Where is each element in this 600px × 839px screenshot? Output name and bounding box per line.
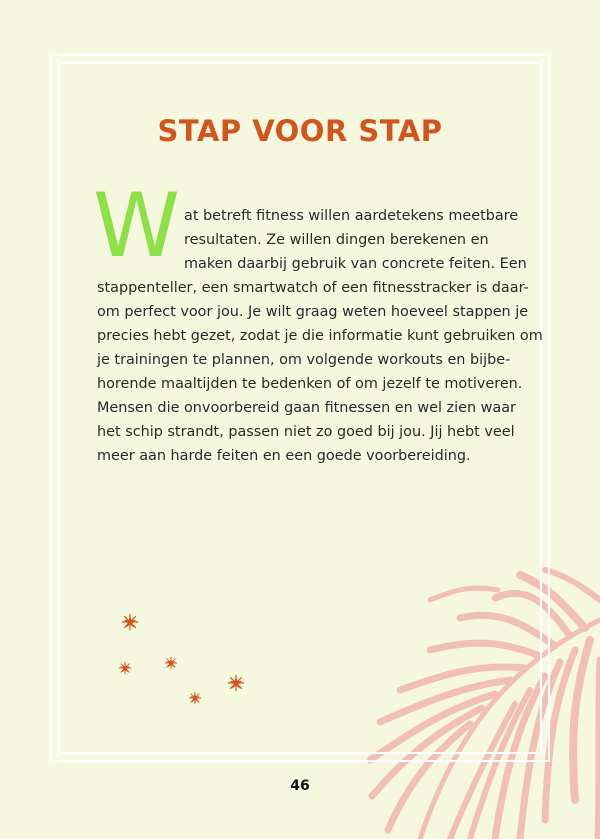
- star-burst-icon: [122, 614, 137, 629]
- text-line: meer aan harde feiten en een goede voorbereiding.: [97, 448, 471, 464]
- text-line: stappenteller, een smartwatch of een fitnesstracker is daar-: [97, 280, 529, 296]
- text-line: horende maaltijden te bedenken of om jezelf te motiveren.: [97, 376, 523, 392]
- text-line: resultaten. Ze willen dingen berekenen en: [184, 232, 489, 248]
- page-number: 46: [290, 778, 310, 794]
- page-title: STAP VOOR STAP: [157, 114, 443, 148]
- star-burst-icon: [119, 662, 131, 674]
- star-burst-icon: [189, 692, 201, 704]
- text-line: Mensen die onvoorbereid gaan fitnessen en wel zien waar: [97, 400, 516, 416]
- star-burst-icon: [165, 657, 177, 669]
- text-line: at betreft fitness willen aardetekens meetbare: [184, 208, 519, 224]
- text-line: om perfect voor jou. Je wilt graag weten hoeveel stappen je: [97, 304, 529, 320]
- drop-cap: W: [93, 174, 181, 277]
- text-line: precies hebt gezet, zodat je die informatie kunt gebruiken om: [97, 328, 543, 344]
- text-line: je trainingen te plannen, om volgende workouts en bijbe-: [97, 352, 511, 368]
- text-line: maken daarbij gebruik van concrete feiten. Een: [184, 256, 527, 272]
- text-line: het schip strandt, passen niet zo goed bij jou. Jij hebt veel: [97, 424, 515, 440]
- star-burst-icon: [228, 675, 243, 690]
